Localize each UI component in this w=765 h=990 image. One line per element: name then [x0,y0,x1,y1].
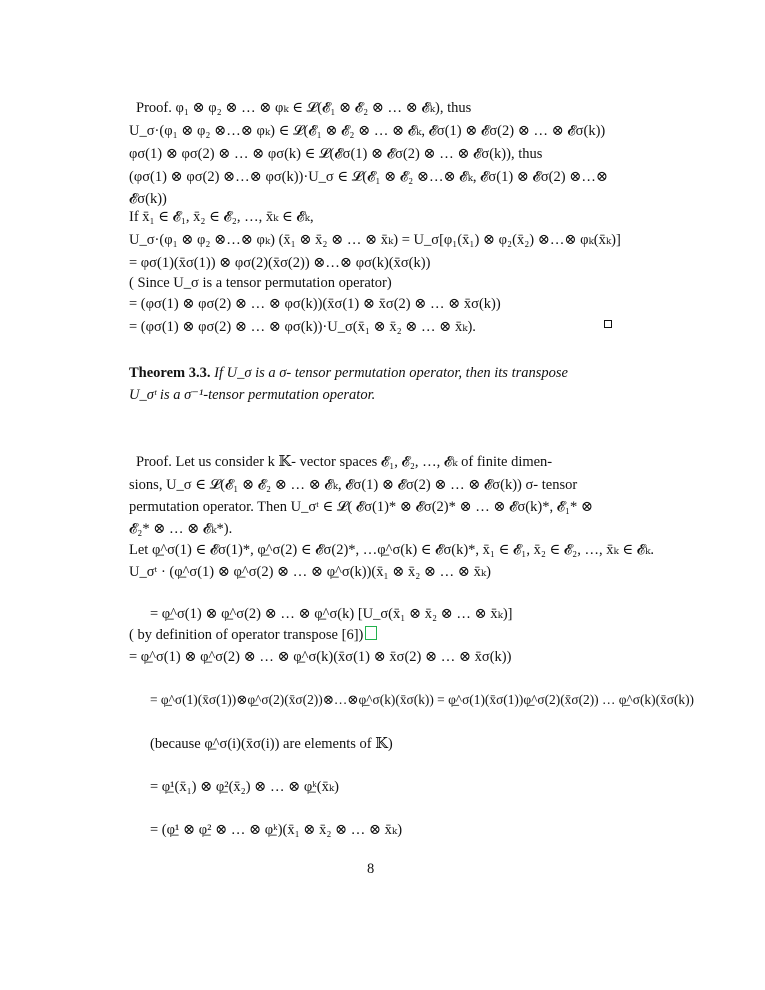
theorem-line-1 [129,364,568,382]
proof-line-3: φσ(1) ⊗ φσ(2) ⊗ … ⊗ φσ(k) ∈ 𝓛(𝓔σ(1) ⊗ 𝓔σ(2) ⊗ … ⊗ 𝓔σ(k)), thus [129,146,543,162]
proof-line-7: U_σ·(φ₁ ⊗ φ₂ ⊗…⊗ φₖ) (x̄₁ ⊗ x̄₂ ⊗ … ⊗ x̄ₖ) = U_σ[φ₁(x̄₁) ⊗ φ₂(x̄₂) ⊗…⊗ φₖ(x̄ₖ)] [129,232,621,248]
transpose-note-end: ]) [353,627,364,643]
proof-line-2: U_σ·(φ₁ ⊗ φ₂ ⊗…⊗ φₖ) ∈ 𝓛(𝓔₁ ⊗ 𝓔₂ ⊗ … ⊗ 𝓔ₖ, 𝓔σ(1) ⊗ 𝓔σ(2) ⊗ … ⊗ 𝓔σ(k)) [129,123,606,139]
proof-line-4: (φσ(1) ⊗ φσ(2) ⊗…⊗ φσ(k))·U_σ ∈ 𝓛(𝓔₁ ⊗ 𝓔₂ ⊗…⊗ 𝓔ₖ, 𝓔σ(1) ⊗ 𝓔σ(2) ⊗…⊗ [129,169,609,185]
proof-line-10: = (φσ(1) ⊗ φσ(2) ⊗ … ⊗ φσ(k))(x̄σ(1) ⊗ x̄σ(2) ⊗ … ⊗ x̄σ(k)) [129,296,501,312]
citation-link[interactable]: 6 [346,627,354,643]
proof2-line-3: permutation operator. Then U_σᵗ ∈ 𝓛( 𝓔σ(1)* ⊗ 𝓔σ(2)* ⊗ … ⊗ 𝓔σ(k)*, 𝓔₁* ⊗ [129,499,594,515]
qed-square-icon [604,320,612,328]
proof2-line-4: 𝓔₂* ⊗ … ⊗ 𝓔ₖ*). [129,521,233,537]
proof2-line-8 [129,626,363,644]
proof2-line-10: = φ̲^σ(1)(x̄σ(1))⊗φ̲^σ(2)(x̄σ(2))⊗…⊗φ̲^σ(k)(x̄σ(k)) = φ̲^σ(1)(x̄σ(1))φ̲^σ(2)(x̄σ(2)) … φ̲^σ(k)(x̄σ(k)) [150,692,695,707]
proof2-line-5: Let φ̲^σ(1) ∈ 𝓔σ(1)*, φ̲^σ(2) ∈ 𝓔σ(2)*, …φ̲^σ(k) ∈ 𝓔σ(k)*, x̄₁ ∈ 𝓔₁, x̄₂ ∈ 𝓔₂, …, x̄ₖ ∈ 𝓔ₖ. [129,542,654,558]
proof-line-9: ( Since U_σ is a tensor permutation operator) [129,275,392,291]
page-number: 8 [367,861,375,877]
theorem-statement-1: If U_σ is a σ- tensor permutation operator, then its transpose [214,365,568,381]
proof2-line-13: = (φ̲¹ ⊗ φ̲² ⊗ … ⊗ φ̲ᵏ)(x̄₁ ⊗ x̄₂ ⊗ … ⊗ x̄ₖ) [150,822,403,838]
proof2-line-7: = φ̲^σ(1) ⊗ φ̲^σ(2) ⊗ … ⊗ φ̲^σ(k) [U_σ(x̄₁ ⊗ x̄₂ ⊗ … ⊗ x̄ₖ)] [150,606,513,622]
proof-line-6: If x̄₁ ∈ 𝓔₁, x̄₂ ∈ 𝓔₂, …, x̄ₖ ∈ 𝓔ₖ, [129,209,314,225]
transpose-note: ( by definition of operator transpose [ [129,627,347,643]
proof-line-1: Proof. φ₁ ⊗ φ₂ ⊗ … ⊗ φₖ ∈ 𝓛(𝓔₁ ⊗ 𝓔₂ ⊗ … ⊗ 𝓔ₖ), thus [136,100,472,116]
proof2-line-12: = φ̲¹(x̄₁) ⊗ φ̲²(x̄₂) ⊗ … ⊗ φ̲ᵏ(x̄ₖ) [150,779,339,795]
proof2-line-6: U_σᵗ · (φ̲^σ(1) ⊗ φ̲^σ(2) ⊗ … ⊗ φ̲^σ(k))(x̄₁ ⊗ x̄₂ ⊗ … ⊗ x̄ₖ) [129,564,491,580]
citation-box[interactable] [365,626,377,640]
proof-line-8: = φσ(1)(x̄σ(1)) ⊗ φσ(2)(x̄σ(2)) ⊗…⊗ φσ(k)(x̄σ(k)) [129,255,431,271]
proof-line-5: 𝓔σ(k)) [129,191,167,207]
theorem-heading: Theorem 3.3. [129,365,211,381]
theorem-line-2: U_σᵗ is a σ⁻¹-tensor permutation operator. [129,387,376,403]
proof-line-11: = (φσ(1) ⊗ φσ(2) ⊗ … ⊗ φσ(k))·U_σ(x̄₁ ⊗ x̄₂ ⊗ … ⊗ x̄ₖ). [129,319,476,335]
proof2-line-11: (because φ̲^σ(i)(x̄σ(i)) are elements of 𝕂) [150,736,393,752]
proof2-line-1: Proof. Let us consider k 𝕂- vector spaces 𝓔₁, 𝓔₂, …, 𝓔ₖ of finite dimen- [136,454,553,470]
proof2-line-2: sions, U_σ ∈ 𝓛(𝓔₁ ⊗ 𝓔₂ ⊗ … ⊗ 𝓔ₖ, 𝓔σ(1) ⊗ 𝓔σ(2) ⊗ … ⊗ 𝓔σ(k)) σ- tensor [129,477,578,493]
proof2-line-9: = φ̲^σ(1) ⊗ φ̲^σ(2) ⊗ … ⊗ φ̲^σ(k)(x̄σ(1) ⊗ x̄σ(2) ⊗ … ⊗ x̄σ(k)) [129,649,512,665]
